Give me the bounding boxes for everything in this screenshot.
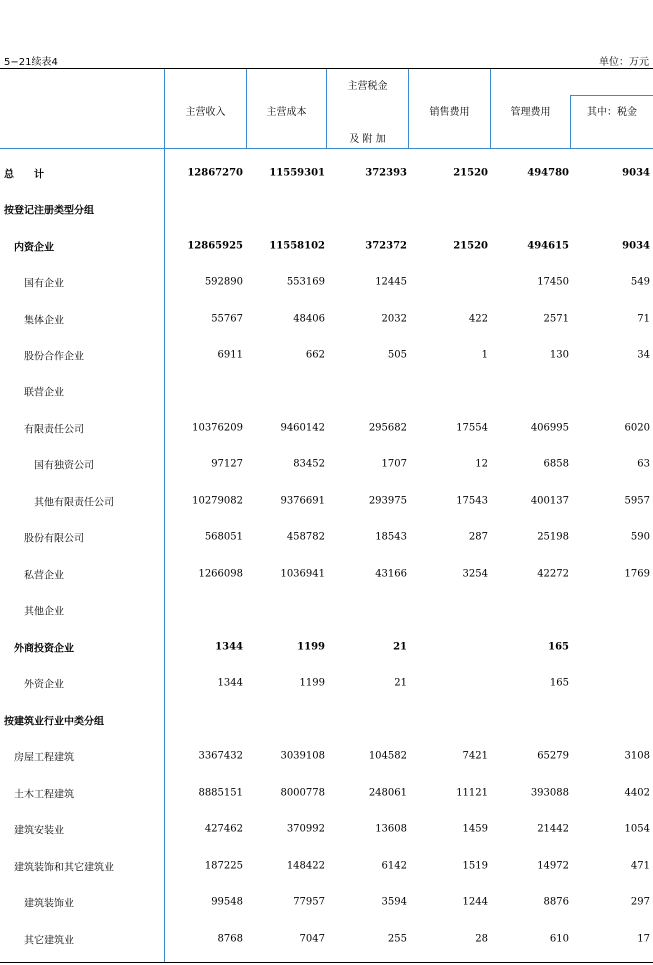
table-row [0,556,653,592]
cell-admin-expense: 8876 [543,896,569,908]
cell-admin-expense: 610 [549,933,569,945]
cell-sales-expense: 17543 [456,495,488,507]
cell-sales-expense: 1519 [462,860,488,872]
cell-main-revenue: 12865925 [187,240,243,252]
cell-main-cost: 370992 [286,823,325,835]
row-label: 建筑装饰和其它建筑业 [14,862,114,874]
cell-main-revenue: 97127 [211,458,243,470]
cell-main-revenue: 427462 [204,823,243,835]
header-main-tax-bottom: 及 附 加 [349,134,386,145]
cell-sales-expense: 1 [481,349,488,361]
cell-main-tax: 6142 [381,860,407,872]
cell-of-which-tax: 4402 [624,787,650,799]
cell-admin-expense: 2571 [543,313,569,325]
cell-sales-expense: 422 [468,313,488,325]
cell-main-revenue: 1344 [217,677,243,689]
header-of-which-tax: 其中：税金 [587,107,637,118]
cell-sales-expense: 1244 [462,896,488,908]
table-row [0,337,653,373]
row-label: 国有独资公司 [34,460,94,472]
cell-main-revenue: 55767 [211,313,243,325]
cell-main-cost: 77957 [293,896,325,908]
cell-main-tax: 43166 [375,568,407,580]
cell-main-revenue: 12867270 [187,167,243,179]
table-row [0,921,653,957]
table-row [0,884,653,920]
row-label: 建筑安装业 [14,825,64,837]
cell-of-which-tax: 5957 [624,495,650,507]
row-label: 房屋工程建筑 [14,752,74,764]
cell-main-tax: 293975 [368,495,407,507]
table-row [0,665,653,701]
row-label: 按登记注册类型分组 [4,205,94,217]
table-row [0,848,653,884]
row-label: 其他有限责任公司 [34,497,114,509]
subheader-rule [570,95,653,96]
cell-main-revenue: 8768 [217,933,243,945]
cell-main-cost: 1199 [297,641,325,653]
table-caption-left: 5−21续表4 [4,57,58,68]
table-row [0,301,653,337]
cell-admin-expense: 17450 [537,276,569,288]
cell-main-revenue: 592890 [204,276,243,288]
cell-sales-expense: 1459 [462,823,488,835]
cell-main-tax: 21 [394,677,407,689]
cell-main-cost: 11559301 [269,167,325,179]
cell-main-cost: 1199 [299,677,325,689]
cell-main-tax: 372393 [365,167,407,179]
cell-main-tax: 13608 [375,823,407,835]
row-label: 股份合作企业 [24,351,84,363]
cell-main-cost: 11558102 [269,240,325,252]
row-label: 按建筑业行业中类分组 [4,716,104,728]
cell-main-cost: 7047 [299,933,325,945]
cell-main-revenue: 10279082 [192,495,243,507]
header-admin-expense: 管理费用 [510,107,551,118]
cell-of-which-tax: 3108 [624,750,650,762]
cell-main-tax: 505 [387,349,407,361]
cell-main-cost: 9460142 [280,422,325,434]
row-label: 外商投资企业 [14,643,74,655]
cell-sales-expense: 21520 [453,167,488,179]
cell-of-which-tax: 71 [637,313,650,325]
row-label: 集体企业 [24,315,64,327]
cell-main-tax: 21 [393,641,407,653]
cell-of-which-tax: 34 [637,349,650,361]
row-label: 外资企业 [24,679,64,691]
row-label: 其他企业 [24,606,64,618]
cell-of-which-tax: 17 [637,933,650,945]
bottom-rule [0,962,653,963]
table-row [0,519,653,555]
table-row [0,191,653,227]
cell-sales-expense: 7421 [462,750,488,762]
cell-sales-expense: 3254 [462,568,488,580]
row-label: 股份有限公司 [24,533,84,545]
cell-admin-expense: 165 [548,641,569,653]
cell-main-tax: 248061 [368,787,407,799]
cell-main-tax: 104582 [368,750,407,762]
cell-admin-expense: 406995 [530,422,569,434]
row-label: 内资企业 [14,242,54,254]
cell-main-cost: 662 [305,349,325,361]
cell-main-revenue: 187225 [204,860,243,872]
header-main-cost: 主营成本 [266,107,307,118]
cell-main-tax: 3594 [381,896,407,908]
cell-main-revenue: 99548 [211,896,243,908]
cell-admin-expense: 494780 [527,167,569,179]
unit-label: 单位：万元 [599,57,649,68]
cell-of-which-tax: 471 [630,860,650,872]
table-row [0,702,653,738]
cell-of-which-tax: 9034 [622,167,650,179]
row-label: 土木工程建筑 [14,789,74,801]
cell-of-which-tax: 1054 [624,823,650,835]
table-row [0,410,653,446]
cell-admin-expense: 400137 [530,495,569,507]
header-main-revenue: 主营收入 [185,107,226,118]
cell-main-revenue: 10376209 [192,422,243,434]
row-label: 建筑装饰业 [24,898,74,910]
table-row [0,738,653,774]
cell-main-tax: 18543 [375,531,407,543]
cell-main-revenue: 8885151 [198,787,243,799]
cell-main-revenue: 1344 [215,641,243,653]
row-label: 私营企业 [24,570,64,582]
cell-sales-expense: 287 [468,531,488,543]
header-main-tax-top: 主营税金 [347,81,388,92]
table-row [0,483,653,519]
cell-admin-expense: 6858 [543,458,569,470]
cell-main-revenue: 3367432 [198,750,243,762]
cell-main-revenue: 568051 [204,531,243,543]
table-row [0,228,653,264]
cell-sales-expense: 28 [475,933,488,945]
cell-main-cost: 83452 [293,458,325,470]
cell-of-which-tax: 297 [630,896,650,908]
table-row [0,775,653,811]
cell-main-cost: 9376691 [280,495,325,507]
cell-admin-expense: 494615 [527,240,569,252]
table-row [0,373,653,409]
cell-admin-expense: 393088 [530,787,569,799]
cell-main-tax: 2032 [381,313,407,325]
cell-main-tax: 1707 [381,458,407,470]
table-row [0,155,653,191]
cell-main-revenue: 6911 [217,349,243,361]
row-label: 总 计 [4,169,44,181]
cell-of-which-tax: 63 [637,458,650,470]
header-bottom-rule [0,148,653,149]
cell-main-tax: 295682 [368,422,407,434]
cell-main-revenue: 1266098 [198,568,243,580]
cell-main-tax: 12445 [375,276,407,288]
cell-admin-expense: 21442 [537,823,569,835]
cell-sales-expense: 11121 [456,787,488,799]
cell-of-which-tax: 590 [630,531,650,543]
cell-admin-expense: 25198 [537,531,569,543]
table-row [0,592,653,628]
cell-admin-expense: 65279 [537,750,569,762]
cell-main-cost: 458782 [286,531,325,543]
row-label: 其它建筑业 [24,935,74,947]
row-label: 有限责任公司 [24,424,84,436]
cell-main-cost: 8000778 [280,787,325,799]
cell-main-cost: 1036941 [280,568,325,580]
table-row [0,811,653,847]
cell-main-cost: 148422 [286,860,325,872]
row-label: 国有企业 [24,278,64,290]
cell-of-which-tax: 9034 [622,240,650,252]
cell-admin-expense: 14972 [537,860,569,872]
cell-sales-expense: 12 [475,458,488,470]
row-label: 联营企业 [24,387,64,399]
cell-admin-expense: 42272 [537,568,569,580]
table-row [0,264,653,300]
header-sales-expense: 销售费用 [429,107,470,118]
cell-of-which-tax: 549 [630,276,650,288]
cell-main-tax: 372372 [365,240,407,252]
cell-main-tax: 255 [387,933,407,945]
cell-main-cost: 553169 [286,276,325,288]
cell-of-which-tax: 6020 [624,422,650,434]
cell-admin-expense: 130 [549,349,569,361]
cell-sales-expense: 21520 [453,240,488,252]
cell-sales-expense: 17554 [456,422,488,434]
table-row [0,629,653,665]
cell-admin-expense: 165 [549,677,569,689]
table-row [0,446,653,482]
cell-main-cost: 48406 [293,313,325,325]
cell-main-cost: 3039108 [280,750,325,762]
cell-of-which-tax: 1769 [624,568,650,580]
